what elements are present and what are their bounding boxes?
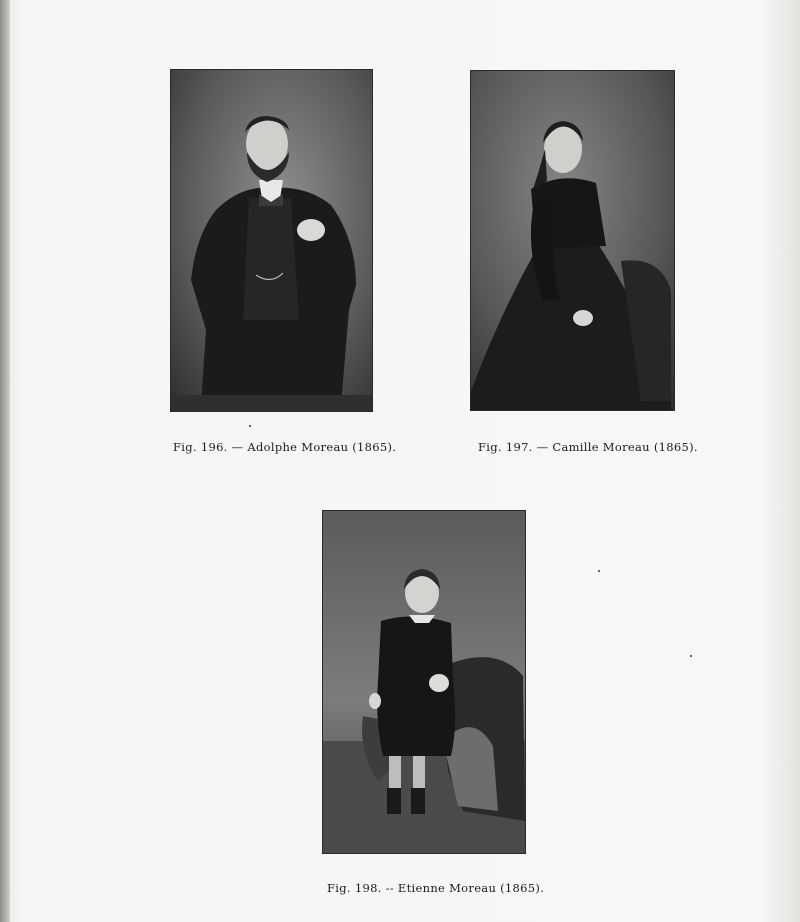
- scan-speck: [249, 425, 251, 427]
- scan-speck: [690, 655, 692, 657]
- photo-etienne-moreau: [323, 511, 525, 853]
- portrait-child-illustration: [323, 511, 525, 853]
- portrait-man-illustration: [171, 70, 372, 411]
- page-binding-edge: [0, 0, 10, 922]
- figure-197-caption: Fig. 197. — Camille Moreau (1865).: [478, 440, 698, 454]
- figure-198-caption: Fig. 198. -- Etienne Moreau (1865).: [327, 881, 545, 895]
- portrait-woman-illustration: [471, 71, 674, 410]
- photo-adolphe-moreau: [171, 70, 372, 411]
- scan-speck: [598, 570, 600, 572]
- figure-196-caption: Fig. 196. — Adolphe Moreau (1865).: [173, 440, 397, 454]
- photo-camille-moreau: [471, 71, 674, 410]
